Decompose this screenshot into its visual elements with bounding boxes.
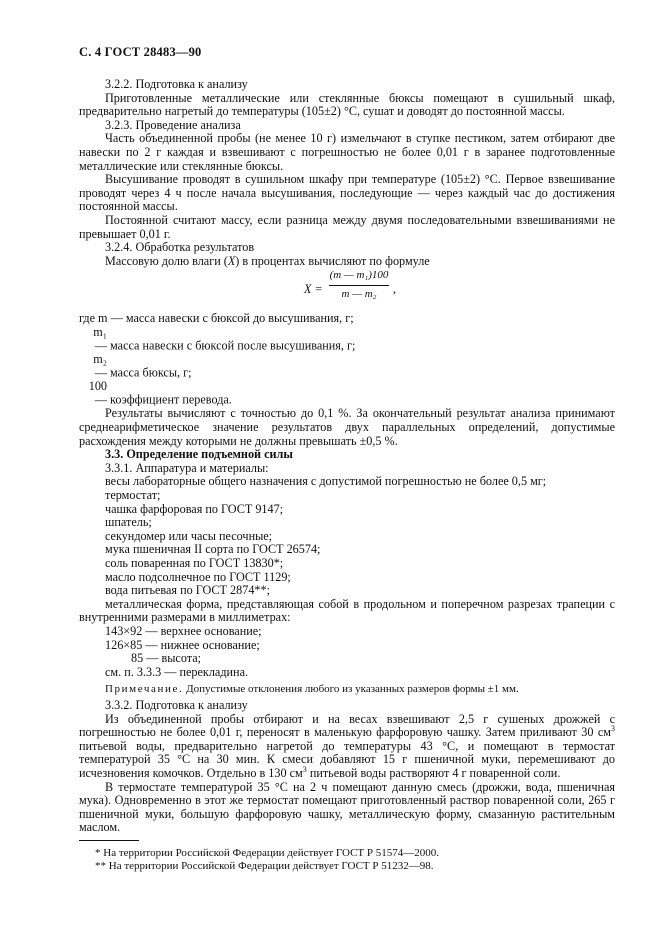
formula-fraction: [329, 269, 389, 301]
cubic-superscript: 3: [302, 764, 307, 774]
results-paragraph: Результаты вычисляют с точностью до 0,1 %. За окончательный результат анализа принимают среднеарифметическое значение результатов двух параллельных определений, допустимые расхождения между которыми не должны превышать ±0,5 %.: [79, 406, 615, 448]
page-header: С. 4 ГОСТ 28483—90: [79, 45, 202, 59]
paragraph-part-b: питьевой воды, предварительно нагретой до температуры 43 °С, и помещают в термостат температурой 35 °С на 30 мин. К смеси добавляют 15 г пшеничной муки, перемешивают до исчезновения комочков. Отдельно в 130 см: [79, 738, 615, 780]
where-list: [79, 312, 615, 407]
section-3-3-1-heading: 3.3.1. Аппаратура и материалы:: [105, 460, 269, 475]
section-3-2-3-paragraph-1: Часть объединенной пробы (не менее 10 г) измельчают в ступке пестиком, затем отбирают две навески по 2 г каждая и взвешивают с погрешностью не более 0,01 г в заранее подготовленные металлические или стеклянные бюксы.: [79, 131, 615, 173]
formula-intro-text-b: ) в процентах вычисляют по формуле: [235, 253, 430, 268]
form-dimensions: [79, 625, 615, 679]
equipment-item: масло подсолнечное по ГОСТ 1129;: [105, 569, 291, 584]
moisture-formula: [79, 268, 615, 312]
formula-intro-variable: X: [227, 253, 236, 268]
paragraph-part-a: Из объединенной пробы отбирают и на весах взвешивают 2,5 г сушеных дрожжей с погрешностью не более 0,01 г, переносят в маленькую фарфоровую чашку. Затем приливают 30 см: [79, 711, 615, 740]
note-label: Примечание.: [105, 683, 184, 696]
where-text: масса навески с бюксой до высушивания, г;: [125, 311, 354, 326]
dimension-item: 126×85 — нижнее основание;: [105, 637, 260, 652]
section-3-2-2-paragraph: Приготовленные металлические или стеклянные бюксы помещают в сушильный шкаф, предварительно нагретый до температуры (105±2) °С, сушат и доводят до постоянной массы.: [79, 90, 615, 119]
equipment-item: шпатель;: [105, 515, 152, 530]
note: [105, 683, 615, 697]
dimension-item: 85 — высота;: [131, 651, 202, 666]
section-3-2-2-heading: 3.2.2. Подготовка к анализу: [105, 77, 248, 91]
where-symbol: 100 —: [88, 379, 107, 407]
where-item: [79, 312, 615, 326]
where-symbol: m₂ —: [93, 352, 107, 380]
formula-lhs: X =: [304, 282, 323, 297]
formula-denominator: m — m₂: [341, 287, 377, 300]
dimension-item: см. п. 3.3.3 — перекладина.: [105, 664, 249, 679]
equipment-item: весы лабораторные общего назначения с допустимой погрешностью не более 0,5 мг;: [105, 474, 547, 489]
section-3-3-2-paragraph-2: В термостате температурой 35 °С на 2 ч помещают данную смесь (дрожжи, вода, пшеничная мука). Одновременно в этот же термостат помещают приготовленный раствор поваренной соли, 265 г пшеничной муки, большую фарфоровую чашку, металлическую форму, смазанную растительным маслом.: [79, 779, 615, 835]
where-item: [79, 353, 615, 380]
formula-fraction-bar: [329, 285, 389, 286]
section-3-2-4-heading: 3.2.4. Обработка результатов: [105, 240, 255, 255]
section-3-2-3-paragraph-3: Постоянной считают массу, если разница между двумя последовательными взвешиваниями не превышает 0,01 г.: [79, 212, 615, 241]
equipment-item: термостат;: [105, 488, 161, 503]
metal-form-description: металлическая форма, представляющая собой в продольном и поперечном разрезах трапеции с внутренними размерами в миллиметрах:: [79, 596, 615, 625]
where-text: коэффициент перевода.: [110, 392, 232, 407]
cubic-superscript: 3: [611, 724, 615, 734]
equipment-item: вода питьевая по ГОСТ 2874**;: [105, 583, 270, 598]
formula-numerator: (m — m₁)100: [329, 269, 389, 282]
equipment-item: секундомер или часы песочные;: [105, 528, 273, 543]
section-3-3-2-paragraph-1: [79, 713, 615, 781]
equipment-item: чашка фарфоровая по ГОСТ 9147;: [105, 501, 284, 516]
formula-intro: [79, 255, 615, 269]
formula-intro-text-a: Массовую долю влаги (: [105, 253, 228, 268]
dimension-item: 143×92 — верхнее основание;: [105, 623, 262, 638]
where-text: масса бюксы, г;: [110, 365, 192, 380]
section-3-3-heading: 3.3. Определение подъемной силы: [105, 447, 293, 462]
formula-tail: ,: [393, 282, 397, 297]
footnote-separator: [79, 840, 139, 841]
equipment-list: [79, 475, 615, 597]
note-text: Допустимые отклонения любого из указанных размеров формы ±1 мм.: [183, 683, 519, 696]
where-symbol: m₁ —: [93, 324, 107, 353]
equipment-item: мука пшеничная II сорта по ГОСТ 26574;: [105, 542, 321, 557]
where-item: [79, 380, 615, 407]
footnote: * На территории Российской Федерации действует ГОСТ Р 51574—2000.: [95, 846, 440, 859]
paragraph-part-c: питьевой воды растворяют 4 г поваренной соли.: [306, 765, 561, 780]
where-item: [79, 326, 615, 353]
section-3-2-3-paragraph-2: Высушивание проводят в сушильном шкафу при температуре (105±2) °С. Первое взвешивание проводят через 4 ч после начала высушивания, последующие — через каждый час до достижения постоянной массы.: [79, 172, 615, 214]
footnote: ** На территории Российской Федерации действует ГОСТ Р 51232—98.: [95, 859, 434, 872]
section-3-2-3-heading: 3.2.3. Проведение анализа: [105, 117, 241, 132]
where-text: масса навески с бюксой после высушивания, г;: [110, 338, 356, 353]
equipment-item: соль поваренная по ГОСТ 13830*;: [105, 556, 284, 570]
document-body: [79, 78, 615, 873]
where-symbol: где m —: [79, 311, 123, 326]
section-3-3-2-heading: 3.3.2. Подготовка к анализу: [105, 697, 248, 712]
